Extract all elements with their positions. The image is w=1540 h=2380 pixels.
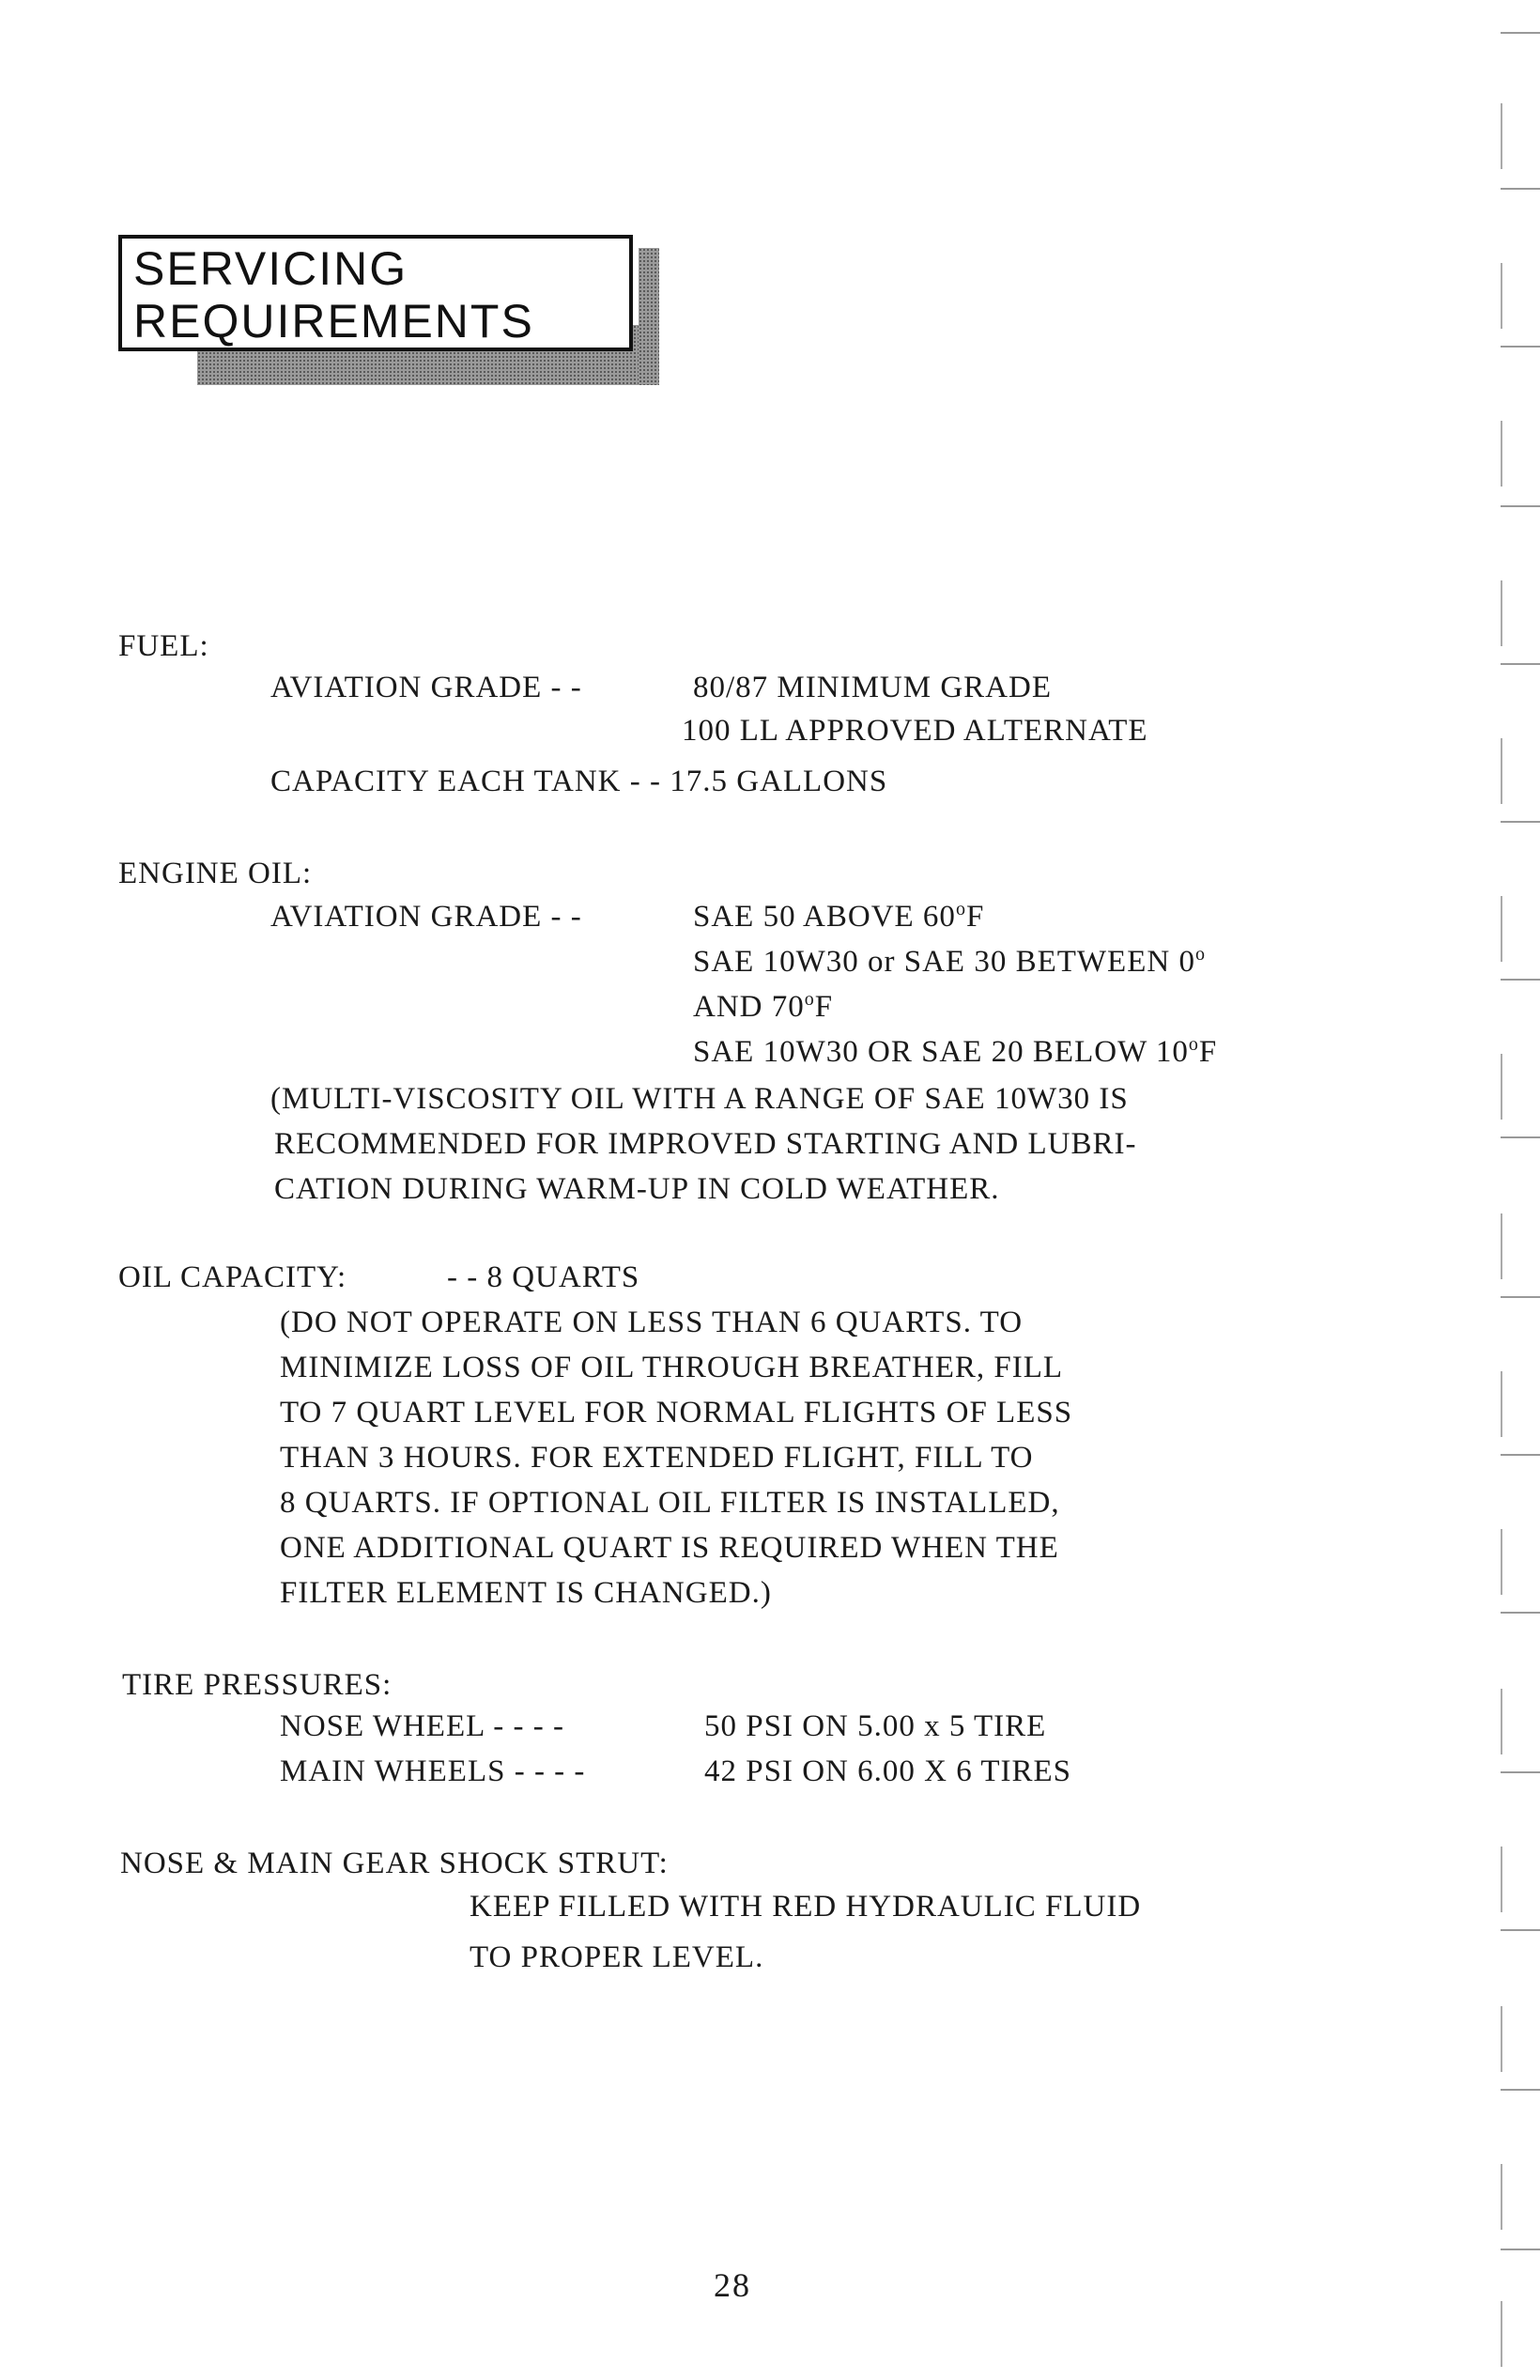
oil-capacity-note-7: FILTER ELEMENT IS CHANGED.) [280, 1576, 772, 1610]
title-shadow-side [639, 248, 659, 385]
engine-oil-grade-label: AVIATION GRADE - - [270, 900, 582, 934]
section-title [118, 235, 663, 385]
oil-capacity-note-4: THAN 3 HOURS. FOR EXTENDED FLIGHT, FILL TO [280, 1441, 1034, 1475]
engine-oil-note-3: CATION DURING WARM-UP IN COLD WEATHER. [274, 1172, 1000, 1206]
title-box [118, 235, 633, 351]
main-wheels-value: 42 PSI ON 6.00 X 6 TIRES [704, 1754, 1072, 1788]
oil-capacity-note-5: 8 QUARTS. IF OPTIONAL OIL FILTER IS INSTALLED, [280, 1486, 1060, 1520]
oil-capacity-note-2: MINIMIZE LOSS OF OIL THROUGH BREATHER, FILL [280, 1351, 1064, 1384]
oil-capacity-note-1: (DO NOT OPERATE ON LESS THAN 6 QUARTS. TO [280, 1306, 1024, 1339]
fuel-grade-value-1: 80/87 MINIMUM GRADE [693, 671, 1052, 704]
engine-oil-note-2: RECOMMENDED FOR IMPROVED STARTING AND LUBRI- [274, 1127, 1137, 1161]
engine-oil-heading: ENGINE OIL: [118, 857, 313, 890]
engine-oil-line-4: SAE 10W30 OR SAE 20 BELOW 10$^o$F [693, 1034, 1218, 1069]
fuel-heading: FUEL: [118, 629, 209, 663]
title-line-2: REQUIREMENTS [133, 295, 534, 348]
engine-oil-line-3: AND 70$^o$F [693, 989, 834, 1024]
oil-capacity-note-3: TO 7 QUART LEVEL FOR NORMAL FLIGHTS OF LESS [280, 1396, 1073, 1430]
oil-capacity-note-6: ONE ADDITIONAL QUART IS REQUIRED WHEN THE [280, 1531, 1059, 1565]
nose-wheel-value: 50 PSI ON 5.00 x 5 TIRE [704, 1709, 1047, 1743]
shock-strut-line-2: TO PROPER LEVEL. [470, 1940, 764, 1974]
oil-capacity-heading: OIL CAPACITY: [118, 1260, 347, 1294]
page-number: 28 [714, 2266, 751, 2304]
main-wheels-label: MAIN WHEELS - - - - [280, 1754, 586, 1788]
nose-wheel-label: NOSE WHEEL - - - - [280, 1709, 565, 1743]
fuel-grade-value-2: 100 LL APPROVED ALTERNATE [682, 714, 1148, 748]
title-line-1: SERVICING [133, 242, 408, 295]
engine-oil-note-1: (MULTI-VISCOSITY OIL WITH A RANGE OF SAE 10W30 IS [270, 1082, 1129, 1116]
oil-capacity-value: - - 8 QUARTS [447, 1260, 640, 1294]
fuel-capacity: CAPACITY EACH TANK - - 17.5 GALLONS [270, 765, 888, 798]
shock-strut-line-1: KEEP FILLED WITH RED HYDRAULIC FLUID [470, 1890, 1142, 1924]
fuel-grade-label: AVIATION GRADE - - [270, 671, 582, 704]
engine-oil-line-2: SAE 10W30 or SAE 30 BETWEEN 0$^o$ [693, 944, 1206, 979]
tire-pressures-heading: TIRE PRESSURES: [122, 1668, 393, 1702]
engine-oil-line-1: SAE 50 ABOVE 60$^o$F [693, 899, 985, 934]
shock-strut-heading: NOSE & MAIN GEAR SHOCK STRUT: [120, 1847, 669, 1880]
